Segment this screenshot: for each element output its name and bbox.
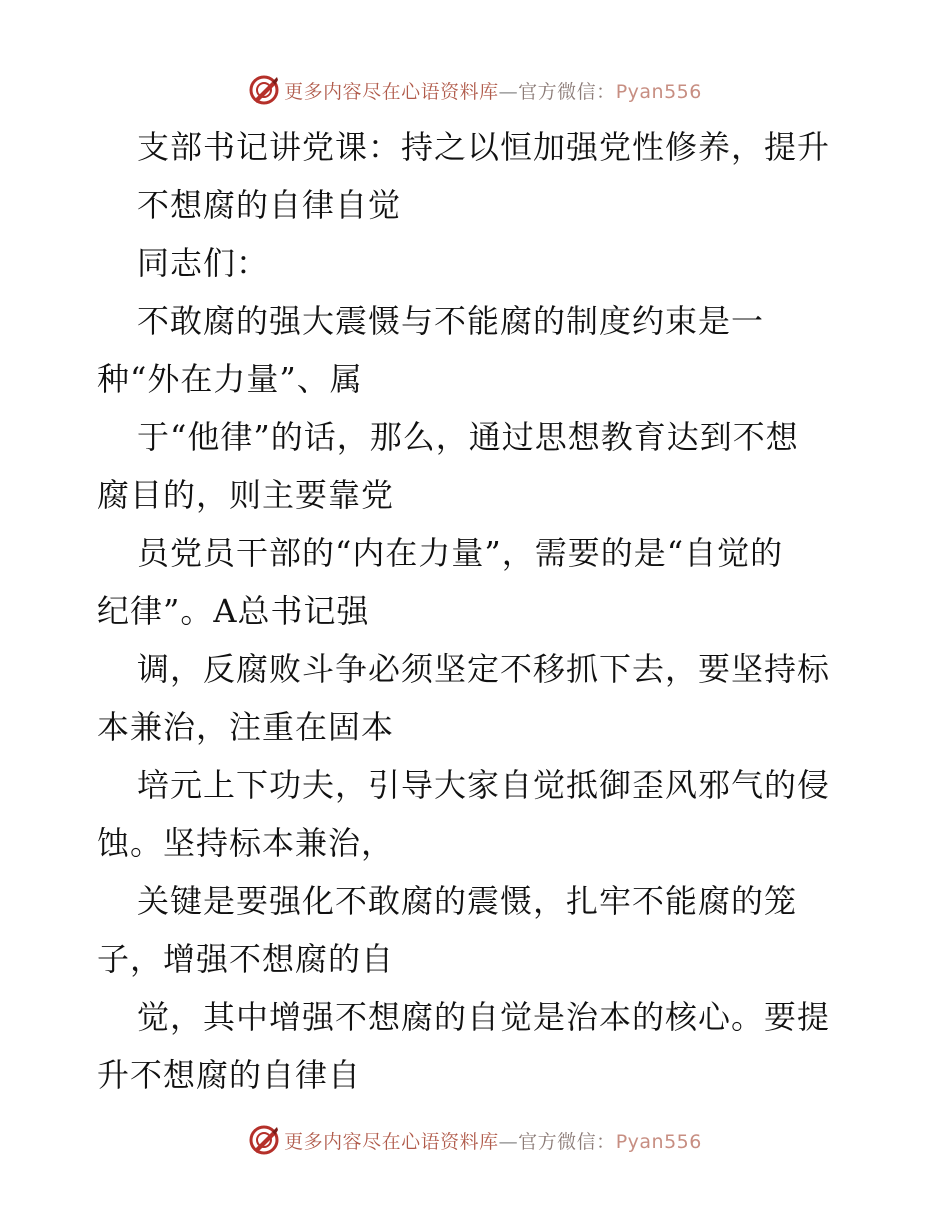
text-line: 员党员干部的“内在力量”，需要的是“自觉的 bbox=[137, 534, 784, 572]
salutation: 同志们： bbox=[137, 244, 270, 282]
text-line: 升不想腐的自律自 bbox=[97, 1056, 362, 1094]
text-line: 本兼治，注重在固本 bbox=[97, 708, 395, 746]
title-line-1: 支部书记讲党课：持之以恒加强党性修养，提升 bbox=[137, 128, 831, 166]
text-line: 蚀。坚持标本兼治， bbox=[97, 824, 395, 862]
text-line: 子，增强不想腐的自 bbox=[97, 940, 395, 978]
logo-icon bbox=[248, 1124, 280, 1156]
watermark-wechat-label: 官方微信： bbox=[518, 1130, 616, 1153]
watermark-separator: — bbox=[498, 80, 519, 103]
watermark-text bbox=[284, 1127, 702, 1154]
logo-icon bbox=[248, 74, 280, 106]
watermark-wechat-id: Pyan556 bbox=[615, 1130, 702, 1153]
watermark-main: 更多内容尽在心语资料库 bbox=[284, 1130, 499, 1153]
title-line-2: 不想腐的自律自觉 bbox=[137, 186, 402, 224]
header-watermark bbox=[0, 70, 950, 110]
text-line: 种“外在力量”、属 bbox=[97, 360, 363, 398]
text-line: 于“他律”的话，那么，通过思想教育达到不想 bbox=[137, 418, 799, 456]
watermark-separator: — bbox=[498, 1130, 519, 1153]
text-line: 纪律”。A总书记强 bbox=[97, 592, 370, 630]
watermark-main: 更多内容尽在心语资料库 bbox=[284, 80, 499, 103]
watermark-wechat-label: 官方微信： bbox=[518, 80, 616, 103]
text-line: 觉，其中增强不想腐的自觉是治本的核心。要提 bbox=[137, 998, 831, 1036]
text-line: 培元上下功夫，引导大家自觉抵御歪风邪气的侵 bbox=[137, 766, 831, 804]
text-line: 调，反腐败斗争必须坚定不移抓下去，要坚持标 bbox=[137, 650, 831, 688]
footer-watermark bbox=[0, 1120, 950, 1160]
document-body bbox=[97, 118, 857, 1104]
text-line: 腐目的，则主要靠党 bbox=[97, 476, 395, 514]
watermark-text bbox=[284, 77, 702, 104]
text-line: 关键是要强化不敢腐的震慑，扎牢不能腐的笼 bbox=[137, 882, 798, 920]
text-line: 不敢腐的强大震慑与不能腐的制度约束是一 bbox=[137, 302, 765, 340]
watermark-wechat-id: Pyan556 bbox=[615, 80, 702, 103]
